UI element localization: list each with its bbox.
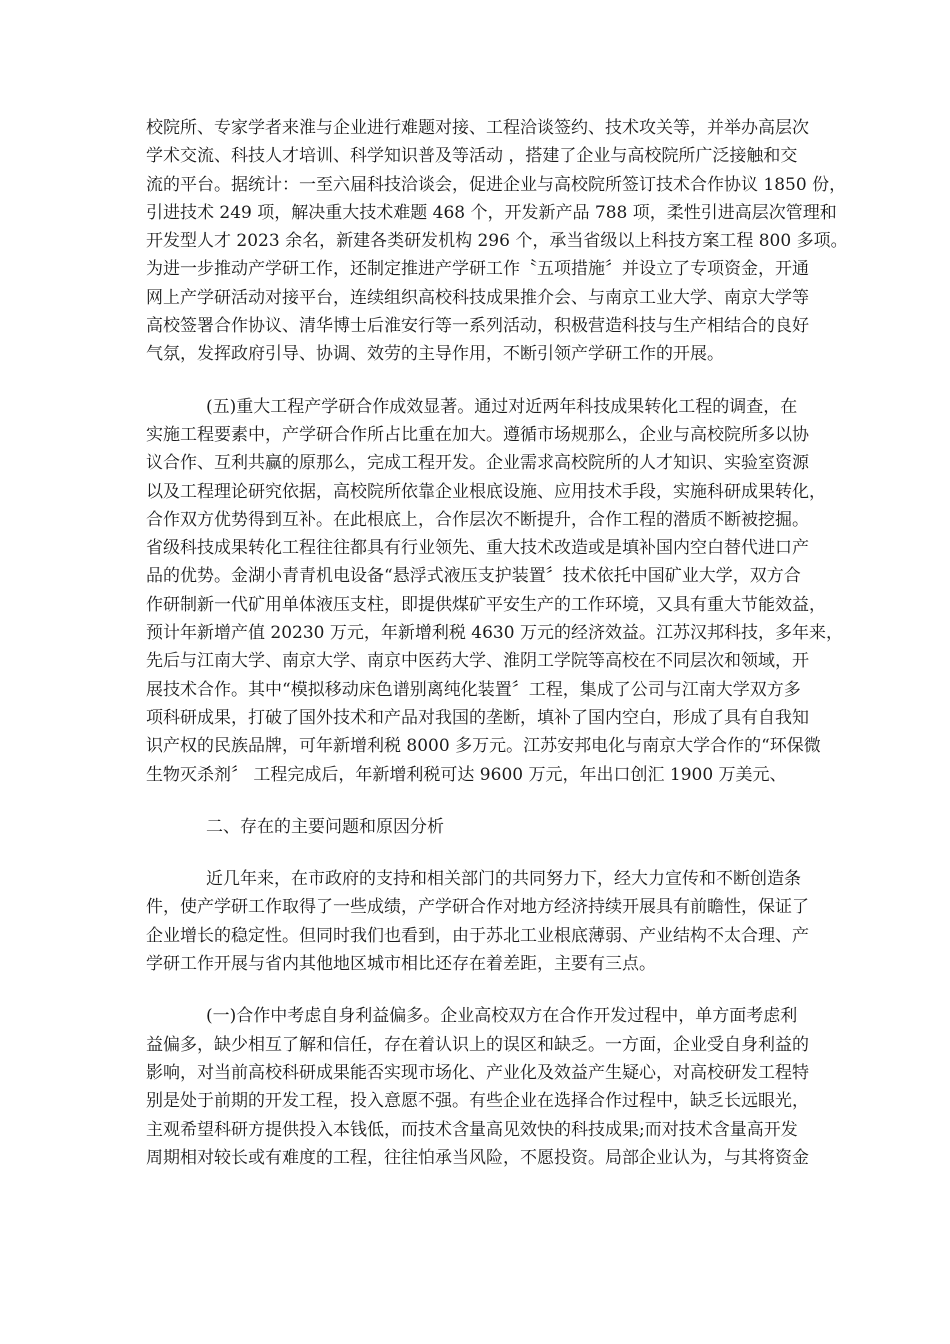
text-line: 件，使产学研工作取得了一些成绩，产学研合作对地方经济持续开展具有前瞻性，保证了 <box>146 897 809 918</box>
paragraph <box>146 114 848 369</box>
text-line: 学术交流、科技人才培训、科学知识普及等活动 ，搭建了企业与高校院所广泛接触和交 <box>146 146 798 167</box>
text-line: 校院所、专家学者来淮与企业进行难题对接、工程洽谈签约、技术攻关等，并举办高层次 <box>146 118 809 138</box>
paragraph-gap <box>146 841 816 865</box>
section-heading <box>146 813 816 841</box>
text-line: 省级科技成果转化工程往往都具有行业领先、重大技术改造或是填补国内空白替代进口产 <box>146 538 809 559</box>
text-line: 项科研成果，打破了国外技术和产品对我国的垄断，填补了国内空白，形成了具有自我知 <box>146 707 809 728</box>
paragraph <box>146 393 843 789</box>
text-line: 高校签署合作协议、清华博士后淮安行等一系列活动，积极营造科技与生产相结合的良好 <box>146 316 809 337</box>
paragraph <box>146 1002 816 1172</box>
text-line: 开发型人才 2023 余名，新建各类研发机构 296 个，承当省级以上科技方案工程 800 多项。 <box>146 231 848 252</box>
text-line: 影响，对当前高校科研成果能否实现市场化、产业化及效益产生疑心，对高校研发工程特 <box>146 1062 809 1083</box>
text-line: 网上产学研活动对接平台，连续组织高校科技成果推介会、与南京工业大学、南京大学等 <box>146 287 809 308</box>
text-line: 实施工程要素中，产学研合作所占比重在加大。遵循市场规那么，企业与高校院所多以协 <box>146 424 809 445</box>
text-line: 益偏多，缺少相互了解和信任，存在着认识上的误区和缺乏。一方面，企业受自身利益的 <box>146 1034 809 1055</box>
text-line: 气氛，发挥政府引导、协调、效劳的主导作用，不断引领产学研工作的开展。 <box>146 344 724 365</box>
text-line: (五)重大工程产学研合作成效显著。通过对近两年科技成果转化工程的调查，在 <box>206 396 798 417</box>
text-line: 以及工程理论研究依据，高校院所依靠企业根底设施、应用技术手段，实施科研成果转化， <box>146 481 826 502</box>
paragraph-gap <box>146 369 816 393</box>
text-line: 企业增长的稳定性。但同时我们也看到，由于苏北工业根底薄弱、产业结构不太合理、产 <box>146 925 809 946</box>
text-line: 近几年来，在市政府的支持和相关部门的共同努力下，经大力宣传和不断创造条 <box>206 869 801 890</box>
text-line: 别是处于前期的开发工程，投入意愿不强。有些企业在选择合作过程中，缺乏长远眼光， <box>146 1091 809 1112</box>
text-line: 学研工作开展与省内其他地区城市相比还存在着差距，主要有三点。 <box>146 954 656 975</box>
text-line: 主观希望科研方提供投入本钱低，而技术含量高见效快的科技成果;而对技术含量高开发 <box>146 1119 798 1140</box>
text-line: 合作双方优势得到互补。在此根底上，合作层次不断提升，合作工程的潜质不断被挖掘。 <box>146 509 809 530</box>
paragraph-gap <box>146 789 816 813</box>
text-line: 预计年新增产值 20230 万元，年新增利税 4630 万元的经济效益。江苏汉邦科技，多年来， <box>146 623 843 644</box>
text-line: 先后与江南大学、南京大学、南京中医药大学、淮阴工学院等高校在不同层次和领域，开 <box>146 651 809 672</box>
text-line: 为进一步推动产学研工作，还制定推进产学研工作〝五项措施〞并设立了专项资金，开通 <box>146 259 809 280</box>
paragraph <box>146 865 816 978</box>
text-line: 识产权的民族品牌，可年新增利税 8000 多万元。江苏安邦电化与南京大学合作的“环保微 <box>146 736 821 757</box>
text-line: 展技术合作。其中“模拟移动床色谱别离纯化装置〞工程，集成了公司与江南大学双方多 <box>146 679 801 700</box>
heading-text: 二、存在的主要问题和原因分析 <box>206 816 444 837</box>
text-line: (一)合作中考虑自身利益偏多。企业高校双方在合作开发过程中，单方面考虑利 <box>206 1006 798 1027</box>
text-line: 品的优势。金湖小青青机电设备“悬浮式液压支护装置〞技术依托中国矿业大学，双方合 <box>146 566 801 587</box>
text-line: 作研制新一代矿用单体液压支柱，即提供煤矿平安生产的工作环境，又具有重大节能效益， <box>146 594 826 615</box>
text-line: 生物灭杀剂〞 工程完成后，年新增利税可达 9600 万元，年出口创汇 1900 万美元、 <box>146 764 787 785</box>
text-line: 周期相对较长或有难度的工程，往往怕承当风险，不愿投资。局部企业认为，与其将资金 <box>146 1147 809 1168</box>
text-line: 引进技术 249 项，解决重大技术难题 468 个，开发新产品 788 项，柔性引进高层次管理和 <box>146 202 837 223</box>
text-line: 议合作、互利共赢的原那么，完成工程开发。企业需求高校院所的人才知识、实验室资源 <box>146 453 809 474</box>
document-body <box>146 114 848 1172</box>
text-line: 流的平台。据统计：一至六届科技洽谈会，促进企业与高校院所签订技术合作协议 1850 份， <box>146 174 847 195</box>
paragraph-gap <box>146 978 816 1002</box>
